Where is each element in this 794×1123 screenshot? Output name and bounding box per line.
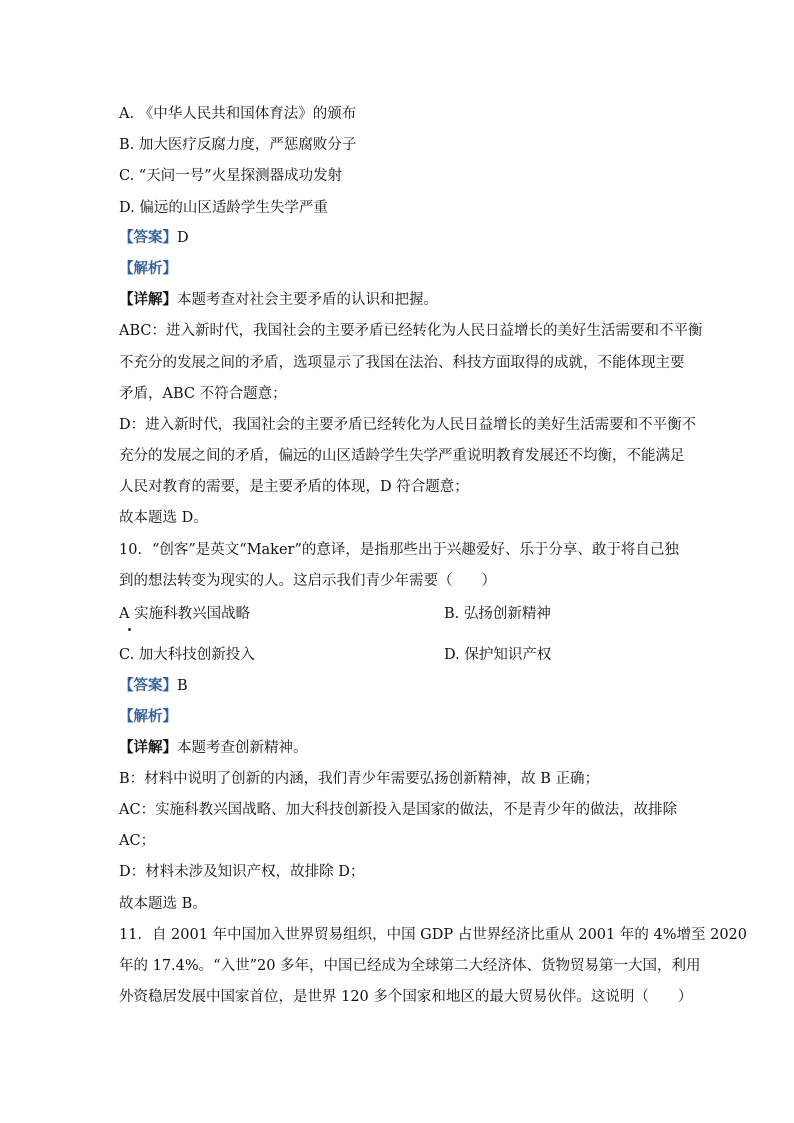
q9-answer (119, 228, 189, 248)
q9-option-d: D. 偏远的山区适龄学生失学严重 (119, 200, 328, 216)
q9-line-5: 充分的发展之间的矛盾，偏远的山区适龄学生失学严重说明教育发展还不均衡，不能满足 (119, 448, 685, 464)
dot-mark (128, 628, 131, 631)
q10-line-1: B：材料中说明了创新的内涵，我们青少年需要弘扬创新精神，故 B 正确； (119, 771, 600, 787)
q9-option-a: A. 《中华人民共和国体育法》的颁布 (119, 106, 357, 122)
q10-stem-1: 10．“创客”是英文“Maker”的意译，是指那些出于兴趣爱好、乐于分享、敢于将自己独 (119, 542, 679, 558)
answer-value: D (177, 230, 189, 246)
q10-analysis-label (119, 707, 177, 727)
q10-answer (119, 676, 188, 696)
answer-label: 【答案】 (119, 229, 177, 246)
q10-line-5: 故本题选 B。 (119, 896, 207, 912)
q9-detail (119, 290, 438, 310)
q10-line-3: AC； (119, 833, 156, 849)
q10-option-c: C. 加大科技创新投入 (119, 647, 255, 663)
q9-line-1: ABC：进入新时代，我国社会的主要矛盾已经转化为人民日益增长的美好生活需要和不平衡 (119, 323, 703, 339)
q9-line-2: 不充分的发展之间的矛盾，选项显示了我国在法治、科技方面取得的成就，不能体现主要 (119, 355, 685, 371)
detail-text: 本题考查对社会主要矛盾的认识和把握。 (177, 292, 438, 308)
detail-label: 【详解】 (119, 291, 177, 308)
q9-analysis-label (119, 259, 177, 279)
answer-value: B (177, 678, 188, 694)
q10-line-4: D：材料未涉及知识产权，故排除 D； (119, 864, 365, 880)
detail-text: 本题考查创新精神。 (177, 740, 308, 756)
answer-label: 【答案】 (119, 677, 177, 694)
q9-option-c: C. “天问一号”火星探测器成功发射 (119, 168, 343, 184)
analysis-label: 【解析】 (119, 260, 177, 277)
detail-label: 【详解】 (119, 739, 177, 756)
analysis-label: 【解析】 (119, 708, 177, 725)
q10-stem-2: 到的想法转变为现实的人。这启示我们青少年需要（ ） (119, 573, 496, 589)
q10-option-a: A 实施科教兴国战略 (119, 606, 251, 622)
q9-line-3: 矛盾，ABC 不符合题意； (119, 386, 287, 402)
q9-line-7: 故本题选 D。 (119, 510, 208, 526)
q10-detail (119, 738, 308, 758)
q9-line-6: 人民对教育的需要，是主要矛盾的体现，D 符合题意； (119, 479, 469, 495)
q9-line-4: D：进入新时代，我国社会的主要矛盾已经转化为人民日益增长的美好生活需要和不平衡不 (119, 417, 697, 433)
q10-line-2: AC：实施科教兴国战略、加大科技创新投入是国家的做法，不是青少年的做法，故排除 (119, 802, 678, 818)
q11-stem-2: 年的 17.4%。“入世”20 多年，中国已经成为全球第二大经济体、货物贸易第一大国，利用 (119, 958, 701, 974)
q10-option-d: D. 保护知识产权 (444, 647, 552, 663)
q11-stem-1: 11．自 2001 年中国加入世界贸易组织，中国 GDP 占世界经济比重从 2001 年的 4%增至 2020 (119, 927, 747, 943)
q11-stem-3: 外资稳居发展中国家首位，是世界 120 多个国家和地区的最大贸易伙伴。这说明（ ） (119, 989, 693, 1005)
q10-option-b: B. 弘扬创新精神 (444, 606, 551, 622)
q9-option-b: B. 加大医疗反腐力度，严惩腐败分子 (119, 137, 357, 153)
